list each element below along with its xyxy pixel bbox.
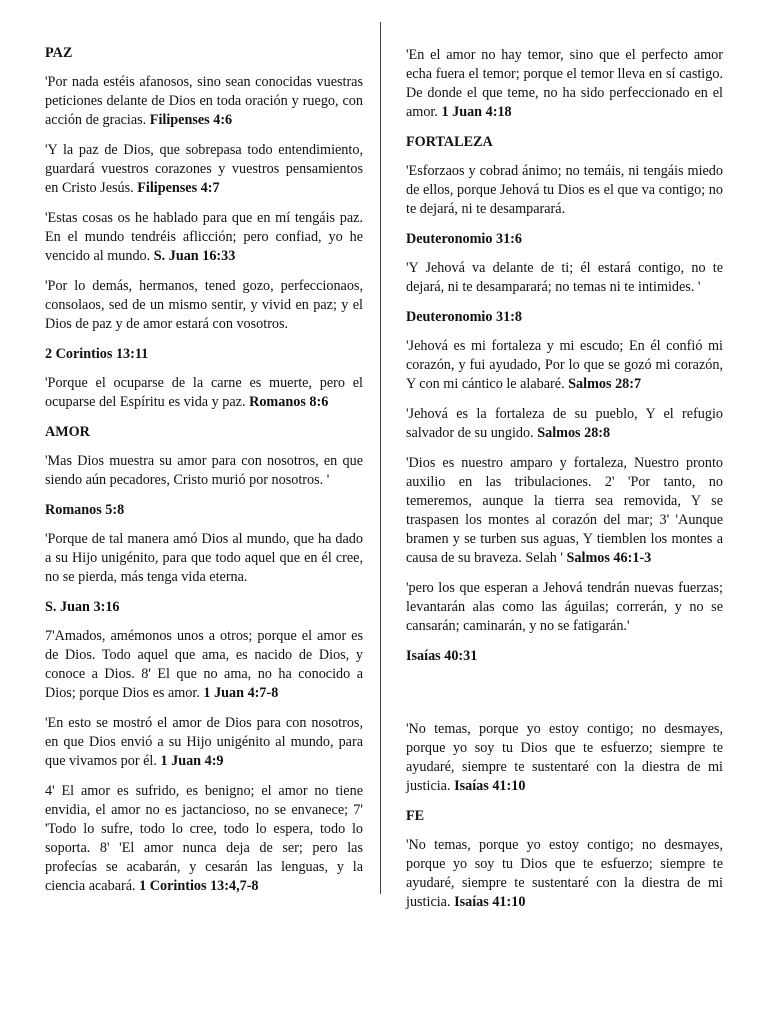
verse-isaias-41-10-fe	[406, 836, 723, 912]
verse-deuteronomio-31-8	[406, 259, 723, 297]
verse-text: 'Y la paz de Dios, que sobrepasa todo entendimiento, guardará vuestros corazones y vuestros pensamientos en Cristo Jesús.	[45, 142, 363, 196]
reference-heading-juan-3-16: S. Juan 3:16	[45, 599, 120, 615]
reference-heading-isaias-40-31: Isaías 40:31	[406, 648, 478, 664]
blank-gap	[406, 676, 723, 720]
verse-reference: Filipenses 4:7	[137, 180, 220, 196]
verse-reference: Isaías 41:10	[454, 778, 526, 794]
verse-juan-16-33	[45, 209, 363, 266]
verse-reference: 1 Juan 4:9	[160, 753, 224, 769]
verse-reference: Salmos 46:1-3	[566, 550, 652, 566]
section-heading-fortaleza: FORTALEZA	[406, 134, 493, 150]
verse-salmos-46-1-3	[406, 454, 723, 568]
verse-deuteronomio-31-6	[406, 162, 723, 219]
verse-text: 'Jehová es mi fortaleza y mi escudo; En él confió mi corazón, y fui ayudado, Por lo que se gozó mi corazón, Y con mi cántico le alabaré.	[406, 338, 723, 392]
verse-text: 'pero los que esperan a Jehová tendrán nuevas fuerzas; levantarán alas como las águilas; correrán, y no se cansarán; caminarán, y no se fatigarán.'	[406, 580, 723, 634]
left-column	[45, 44, 363, 907]
verse-text: 'Por lo demás, hermanos, tened gozo, perfeccionaos, consolaos, sed de un mismo sentir, y vivid en paz; y el Dios de paz y de amor estará con vosotros.	[45, 278, 363, 332]
verse-salmos-28-8	[406, 405, 723, 443]
verse-text: 'Porque de tal manera amó Dios al mundo, que ha dado a su Hijo unigénito, para que todo aquel que en él cree, no se pierda, más tenga vida eterna.	[45, 531, 363, 585]
verse-romanos-8-6	[45, 374, 363, 412]
verse-reference: 1 Juan 4:18	[441, 104, 512, 120]
verse-juan-3-16	[45, 530, 363, 587]
section-heading-fe: FE	[406, 808, 425, 824]
reference-heading-2-corintios: 2 Corintios 13:11	[45, 346, 149, 362]
verse-1-juan-4-18	[406, 46, 723, 122]
verse-text: 'Dios es nuestro amparo y fortaleza, Nuestro pronto auxilio en las tribulaciones. 2' 'Por tanto, no temeremos, aunque la tierra sea removida, Y se traspasen los montes al corazón del mar; 3' 'Aunque bramen y se turben sus aguas, Y tiemblen los montes a causa de su braveza. Selah '	[406, 455, 723, 566]
reference-heading-deuteronomio-31-6: Deuteronomio 31:6	[406, 231, 522, 247]
reference-heading-romanos-5-8: Romanos 5:8	[45, 502, 125, 518]
verse-reference: Romanos 8:6	[249, 394, 329, 410]
verse-isaias-41-10	[406, 720, 723, 796]
verse-1-juan-4-9	[45, 714, 363, 771]
verse-text: 'Esforzaos y cobrad ánimo; no temáis, ni tengáis miedo de ellos, porque Jehová tu Dios es el que va contigo; no te dejará, ni te desamparará.	[406, 163, 723, 217]
verse-isaias-40-31	[406, 579, 723, 636]
verse-text: 'Estas cosas os he hablado para que en mí tengáis paz. En el mundo tendréis aflicción; pero confiad, yo he vencido al mundo.	[45, 210, 363, 264]
verse-text: 'Por nada estéis afanosos, sino sean conocidas vuestras peticiones delante de Dios en toda oración y ruego, con acción de gracias.	[45, 74, 363, 128]
verse-1-juan-4-7-8	[45, 627, 363, 703]
verse-salmos-28-7	[406, 337, 723, 394]
verse-reference: Salmos 28:7	[568, 376, 642, 392]
verse-reference: 1 Juan 4:7-8	[203, 685, 279, 701]
verse-reference: 1 Corintios 13:4,7-8	[139, 878, 259, 894]
section-heading-amor: AMOR	[45, 424, 90, 440]
verse-text: 'Mas Dios muestra su amor para con nosotros, en que siendo aún pecadores, Cristo murió por nosotros. '	[45, 453, 363, 488]
verse-romanos-5-8	[45, 452, 363, 490]
verse-1-corintios-13	[45, 782, 363, 896]
column-divider	[380, 22, 381, 894]
verse-reference: S. Juan 16:33	[153, 248, 236, 264]
reference-heading-deuteronomio-31-8: Deuteronomio 31:8	[406, 309, 522, 325]
verse-reference: Isaías 41:10	[454, 894, 526, 910]
verse-reference: Filipenses 4:6	[149, 112, 233, 128]
verse-filipenses-4-6	[45, 73, 363, 130]
verse-text: 'En esto se mostró el amor de Dios para con nosotros, en que Dios envió a su Hijo unigénito al mundo, para que vivamos por él.	[45, 715, 363, 769]
verse-text: 7'Amados, amémonos unos a otros; porque el amor es de Dios. Todo aquel que ama, es nacido de Dios, y conoce a Dios. 8' El que no ama, no ha conocido a Dios; porque Dios es amor.	[45, 628, 363, 701]
verse-2-corintios-13-11	[45, 277, 363, 334]
verse-text: 4' El amor es sufrido, es benigno; el amor no tiene envidia, el amor no es jactancioso, no se envanece; 7' 'Todo lo sufre, todo lo cree, todo lo espera, todo lo soporta. 8' 'El amor nunca deja de ser; pero las profecías se acabarán, y cesarán las lenguas, y la ciencia acabará.	[45, 783, 363, 894]
verse-text: 'No temas, porque yo estoy contigo; no desmayes, porque yo soy tu Dios que te esfuerzo; siempre te ayudaré, siempre te sustentaré con la diestra de mi justicia.	[406, 837, 723, 910]
section-heading-paz: PAZ	[45, 45, 73, 61]
verse-reference: Salmos 28:8	[537, 425, 611, 441]
verse-text: 'No temas, porque yo estoy contigo; no desmayes, porque yo soy tu Dios que te esfuerzo; siempre te ayudaré, siempre te sustentaré con la diestra de mi justicia.	[406, 721, 723, 794]
verse-text: 'Porque el ocuparse de la carne es muerte, pero el ocuparse del Espíritu es vida y paz.	[45, 375, 363, 410]
verse-text: 'Jehová es la fortaleza de su pueblo, Y el refugio salvador de su ungido.	[406, 406, 723, 441]
verse-text: 'En el amor no hay temor, sino que el perfecto amor echa fuera el temor; porque el temor lleva en sí castigo. De donde el que teme, no ha sido perfeccionado en el amor.	[406, 47, 723, 120]
verse-text: 'Y Jehová va delante de ti; él estará contigo, no te dejará, ni te desamparará; no temas ni te intimides. '	[406, 260, 723, 295]
verse-filipenses-4-7	[45, 141, 363, 198]
right-column	[406, 46, 723, 923]
